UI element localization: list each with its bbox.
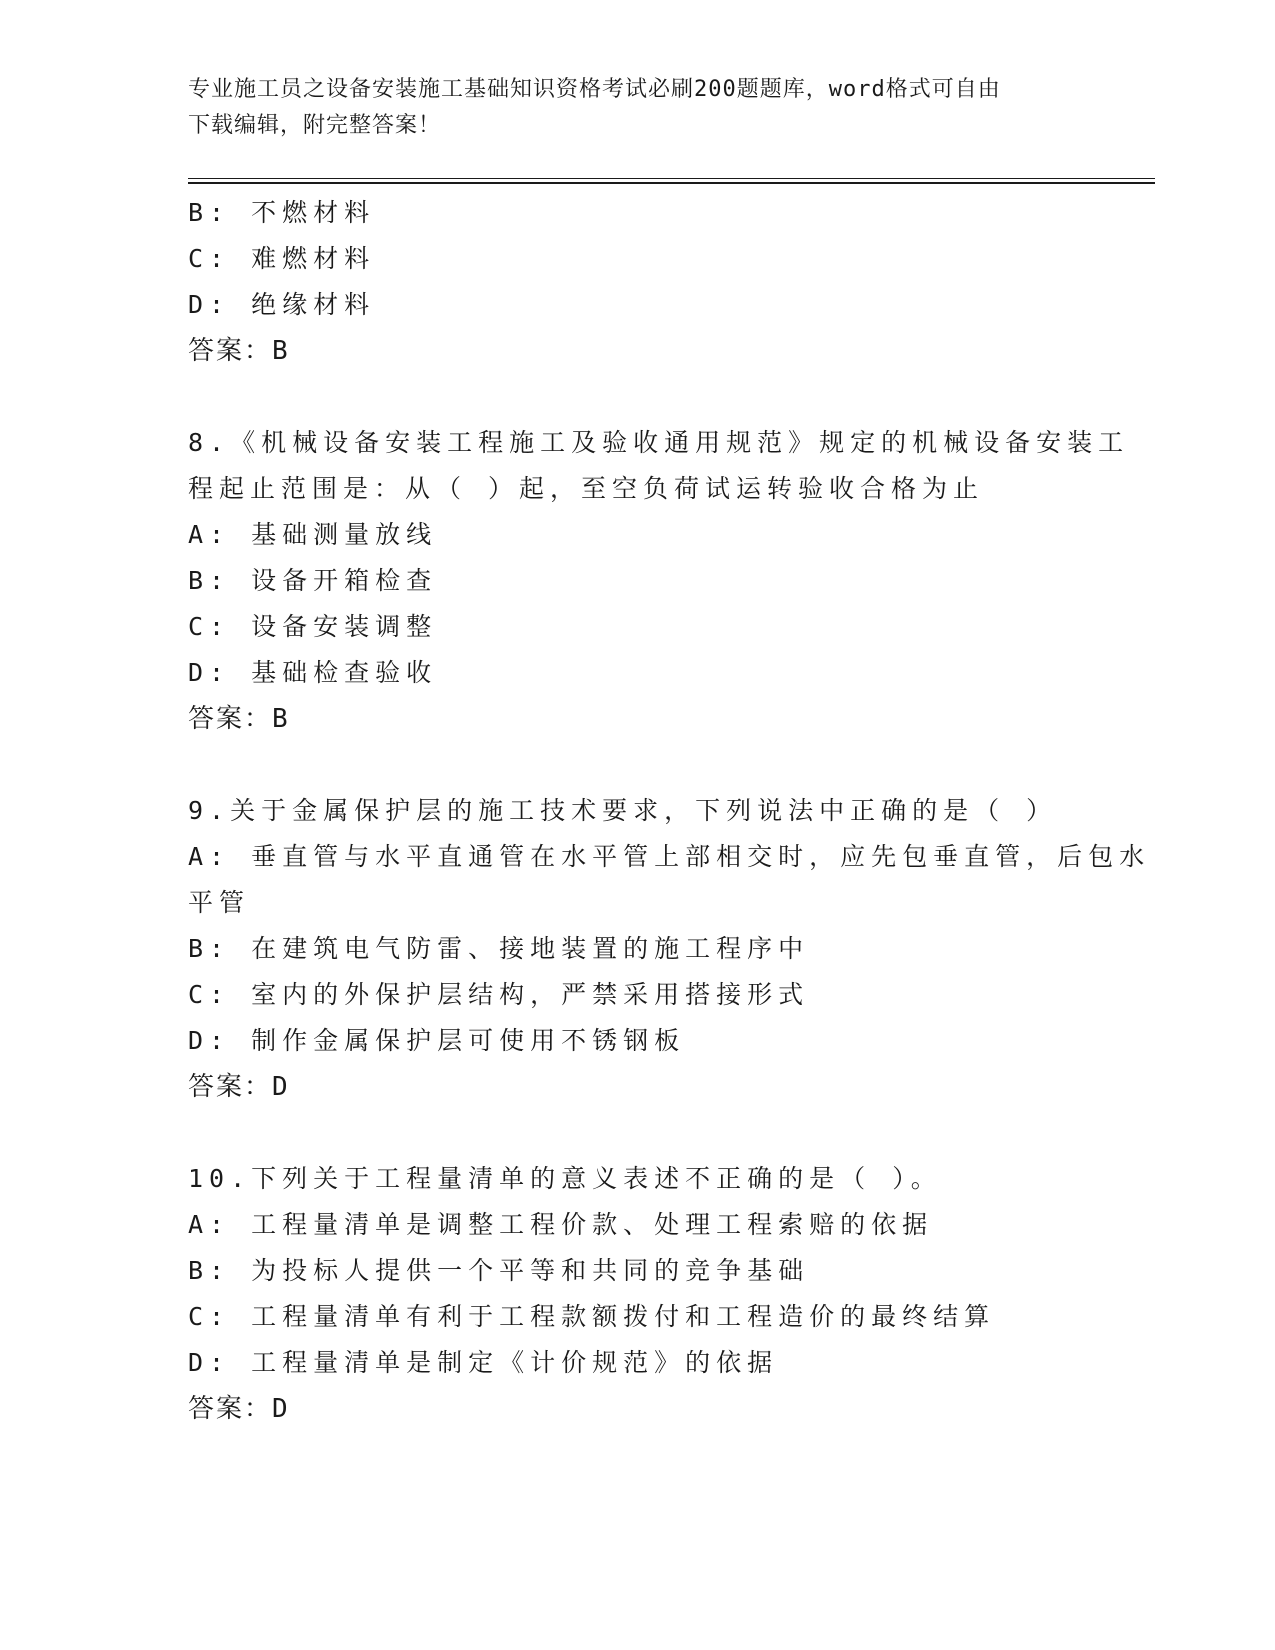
spacer — [188, 374, 1088, 420]
q8-option-c: C: 设备安装调整 — [188, 612, 438, 641]
q9-answer: 答案：D — [188, 1072, 290, 1102]
q7-option-c: C: 难燃材料 — [188, 244, 376, 273]
q8-stem-line2: 程起止范围是：从（ ）起，至空负荷试运转验收合格为止 — [188, 474, 985, 503]
q9-option-b: B: 在建筑电气防雷、接地装置的施工程序中 — [188, 934, 810, 963]
q9-option-c: C: 室内的外保护层结构，严禁采用搭接形式 — [188, 980, 810, 1009]
q8-option-a: A: 基础测量放线 — [188, 520, 438, 549]
document-header — [188, 72, 1088, 144]
q9-option-a-line1: A: 垂直管与水平直通管在水平管上部相交时，应先包垂直管，后包水 — [188, 842, 1151, 871]
header-title-line2: 下载编辑，附完整答案！ — [188, 113, 442, 138]
question-list — [188, 190, 1151, 1432]
spacer — [188, 1110, 1088, 1156]
header-divider-thick — [188, 182, 1155, 184]
question-8 — [188, 420, 1130, 742]
spacer — [188, 742, 1088, 788]
q7-answer: 答案：B — [188, 336, 290, 366]
q10-option-d: D: 工程量清单是制定《计价规范》的依据 — [188, 1348, 779, 1377]
q7-option-b: B: 不燃材料 — [188, 198, 376, 227]
q9-option-a-line2: 平管 — [188, 888, 251, 917]
q7-option-d: D: 绝缘材料 — [188, 290, 376, 319]
question-7-tail — [188, 190, 1088, 374]
q10-stem: 10.下列关于工程量清单的意义表述不正确的是（ ）。 — [188, 1164, 942, 1193]
q8-option-d: D: 基础检查验收 — [188, 658, 438, 687]
header-title-line1: 专业施工员之设备安装施工基础知识资格考试必刷200题题库，word格式可自由 — [188, 77, 1001, 102]
question-10 — [188, 1156, 1088, 1432]
q8-answer: 答案：B — [188, 704, 290, 734]
q10-option-a: A: 工程量清单是调整工程价款、处理工程索赔的依据 — [188, 1210, 934, 1239]
header-divider-thin — [188, 178, 1155, 179]
q8-option-b: B: 设备开箱检查 — [188, 566, 438, 595]
q8-stem-line1: 8.《机械设备安装工程施工及验收通用规范》规定的机械设备安装工 — [188, 428, 1130, 457]
q10-answer: 答案：D — [188, 1394, 290, 1424]
question-9 — [188, 788, 1151, 1110]
q9-option-d: D: 制作金属保护层可使用不锈钢板 — [188, 1026, 686, 1055]
q10-option-b: B: 为投标人提供一个平等和共同的竞争基础 — [188, 1256, 810, 1285]
q10-option-c: C: 工程量清单有利于工程款额拨付和工程造价的最终结算 — [188, 1302, 996, 1331]
q9-stem: 9.关于金属保护层的施工技术要求，下列说法中正确的是（ ） — [188, 796, 1058, 825]
